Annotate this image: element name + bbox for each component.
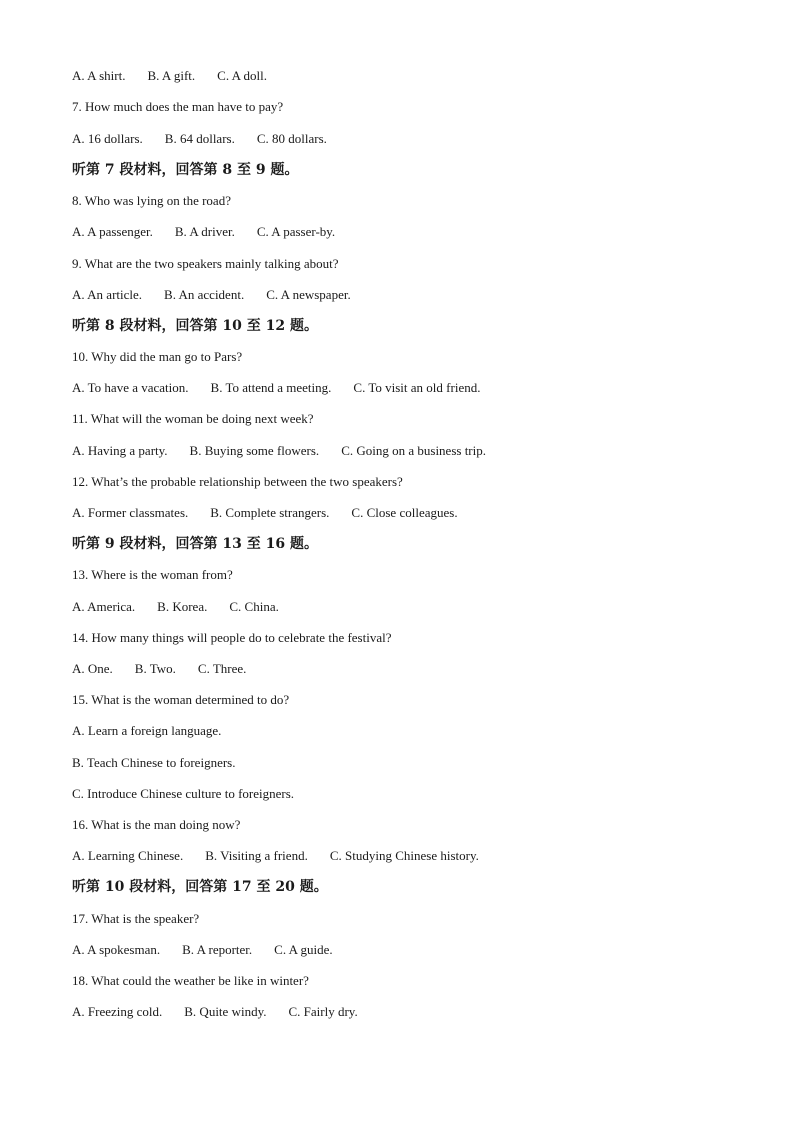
answer-options	[72, 443, 486, 459]
question-text: 15. What is the woman determined to do?	[72, 692, 290, 707]
section-heading: 听第 8 段材料，回答第 10 至 12 题。	[72, 318, 318, 334]
answer-option: A. To have a vacation.	[72, 380, 189, 395]
question-text: 11. What will the woman be doing next week?	[72, 411, 314, 426]
answer-option: C. Close colleagues.	[351, 505, 458, 520]
answer-option: B. Two.	[134, 661, 176, 676]
question-text: 14. How many things will people do to celebrate the festival?	[72, 630, 392, 645]
answer-option: C. Going on a business trip.	[341, 443, 486, 458]
answer-option: A. One.	[72, 661, 113, 676]
answer-option: B. To attend a meeting.	[210, 380, 332, 395]
question-text: 16. What is the man doing now?	[72, 817, 241, 832]
answer-option: A. A passenger.	[72, 224, 153, 239]
section-heading: 听第 7 段材料，回答第 8 至 9 题。	[72, 162, 299, 178]
answer-option: C. Three.	[197, 661, 247, 676]
answer-option: A. Former classmates.	[72, 505, 189, 520]
answer-option: B. Visiting a friend.	[205, 848, 308, 863]
answer-option: C. China.	[229, 599, 279, 614]
question-text: 12. What’s the probable relationship between the two speakers?	[72, 474, 403, 489]
answer-option: A. America.	[72, 599, 136, 614]
answer-option: A. A shirt.	[72, 68, 126, 83]
question-text: 9. What are the two speakers mainly talking about?	[72, 256, 339, 271]
answer-option: B. Korea.	[157, 599, 208, 614]
answer-option: C. 80 dollars.	[256, 131, 327, 146]
answer-option: C. Studying Chinese history.	[329, 848, 479, 863]
answer-option: C. To visit an old friend.	[353, 380, 481, 395]
answer-options	[72, 848, 479, 864]
answer-option: B. 64 dollars.	[164, 131, 235, 146]
answer-option: A. 16 dollars.	[72, 131, 143, 146]
question-text: 13. Where is the woman from?	[72, 567, 233, 582]
question-text: C. Introduce Chinese culture to foreigners.	[72, 786, 295, 801]
answer-option: A. A spokesman.	[72, 942, 161, 957]
answer-options	[72, 224, 335, 240]
answer-option: B. Quite windy.	[184, 1004, 267, 1019]
answer-option: B. A gift.	[147, 68, 196, 83]
answer-options	[72, 131, 327, 147]
answer-options	[72, 942, 333, 958]
answer-options	[72, 380, 480, 396]
question-text: A. Learn a foreign language.	[72, 723, 222, 738]
answer-options	[72, 661, 246, 677]
answer-option: C. A passer-by.	[256, 224, 336, 239]
question-text: 7. How much does the man have to pay?	[72, 99, 284, 114]
section-heading: 听第 9 段材料，回答第 13 至 16 题。	[72, 536, 318, 552]
question-text: 10. Why did the man go to Pars?	[72, 349, 243, 364]
answer-option: A. Learning Chinese.	[72, 848, 184, 863]
answer-option: C. Fairly dry.	[288, 1004, 358, 1019]
answer-option: C. A newspaper.	[266, 287, 351, 302]
answer-option: C. A guide.	[274, 942, 333, 957]
section-heading: 听第 10 段材料，回答第 17 至 20 题。	[72, 879, 328, 895]
answer-option: B. Buying some flowers.	[189, 443, 320, 458]
answer-options	[72, 1004, 358, 1020]
answer-option: B. An accident.	[164, 287, 245, 302]
answer-option: A. An article.	[72, 287, 143, 302]
answer-option: A. Having a party.	[72, 443, 168, 458]
question-text: 8. Who was lying on the road?	[72, 193, 231, 208]
answer-option: B. A driver.	[174, 224, 235, 239]
answer-option: C. A doll.	[217, 68, 268, 83]
answer-option: B. Complete strangers.	[210, 505, 330, 520]
answer-options	[72, 68, 267, 84]
question-text: B. Teach Chinese to foreigners.	[72, 755, 236, 770]
question-text: 18. What could the weather be like in winter?	[72, 973, 309, 988]
answer-option: A. Freezing cold.	[72, 1004, 163, 1019]
answer-options	[72, 599, 279, 615]
answer-option: B. A reporter.	[182, 942, 253, 957]
answer-options	[72, 505, 458, 521]
answer-options	[72, 287, 351, 303]
question-text: 17. What is the speaker?	[72, 911, 200, 926]
